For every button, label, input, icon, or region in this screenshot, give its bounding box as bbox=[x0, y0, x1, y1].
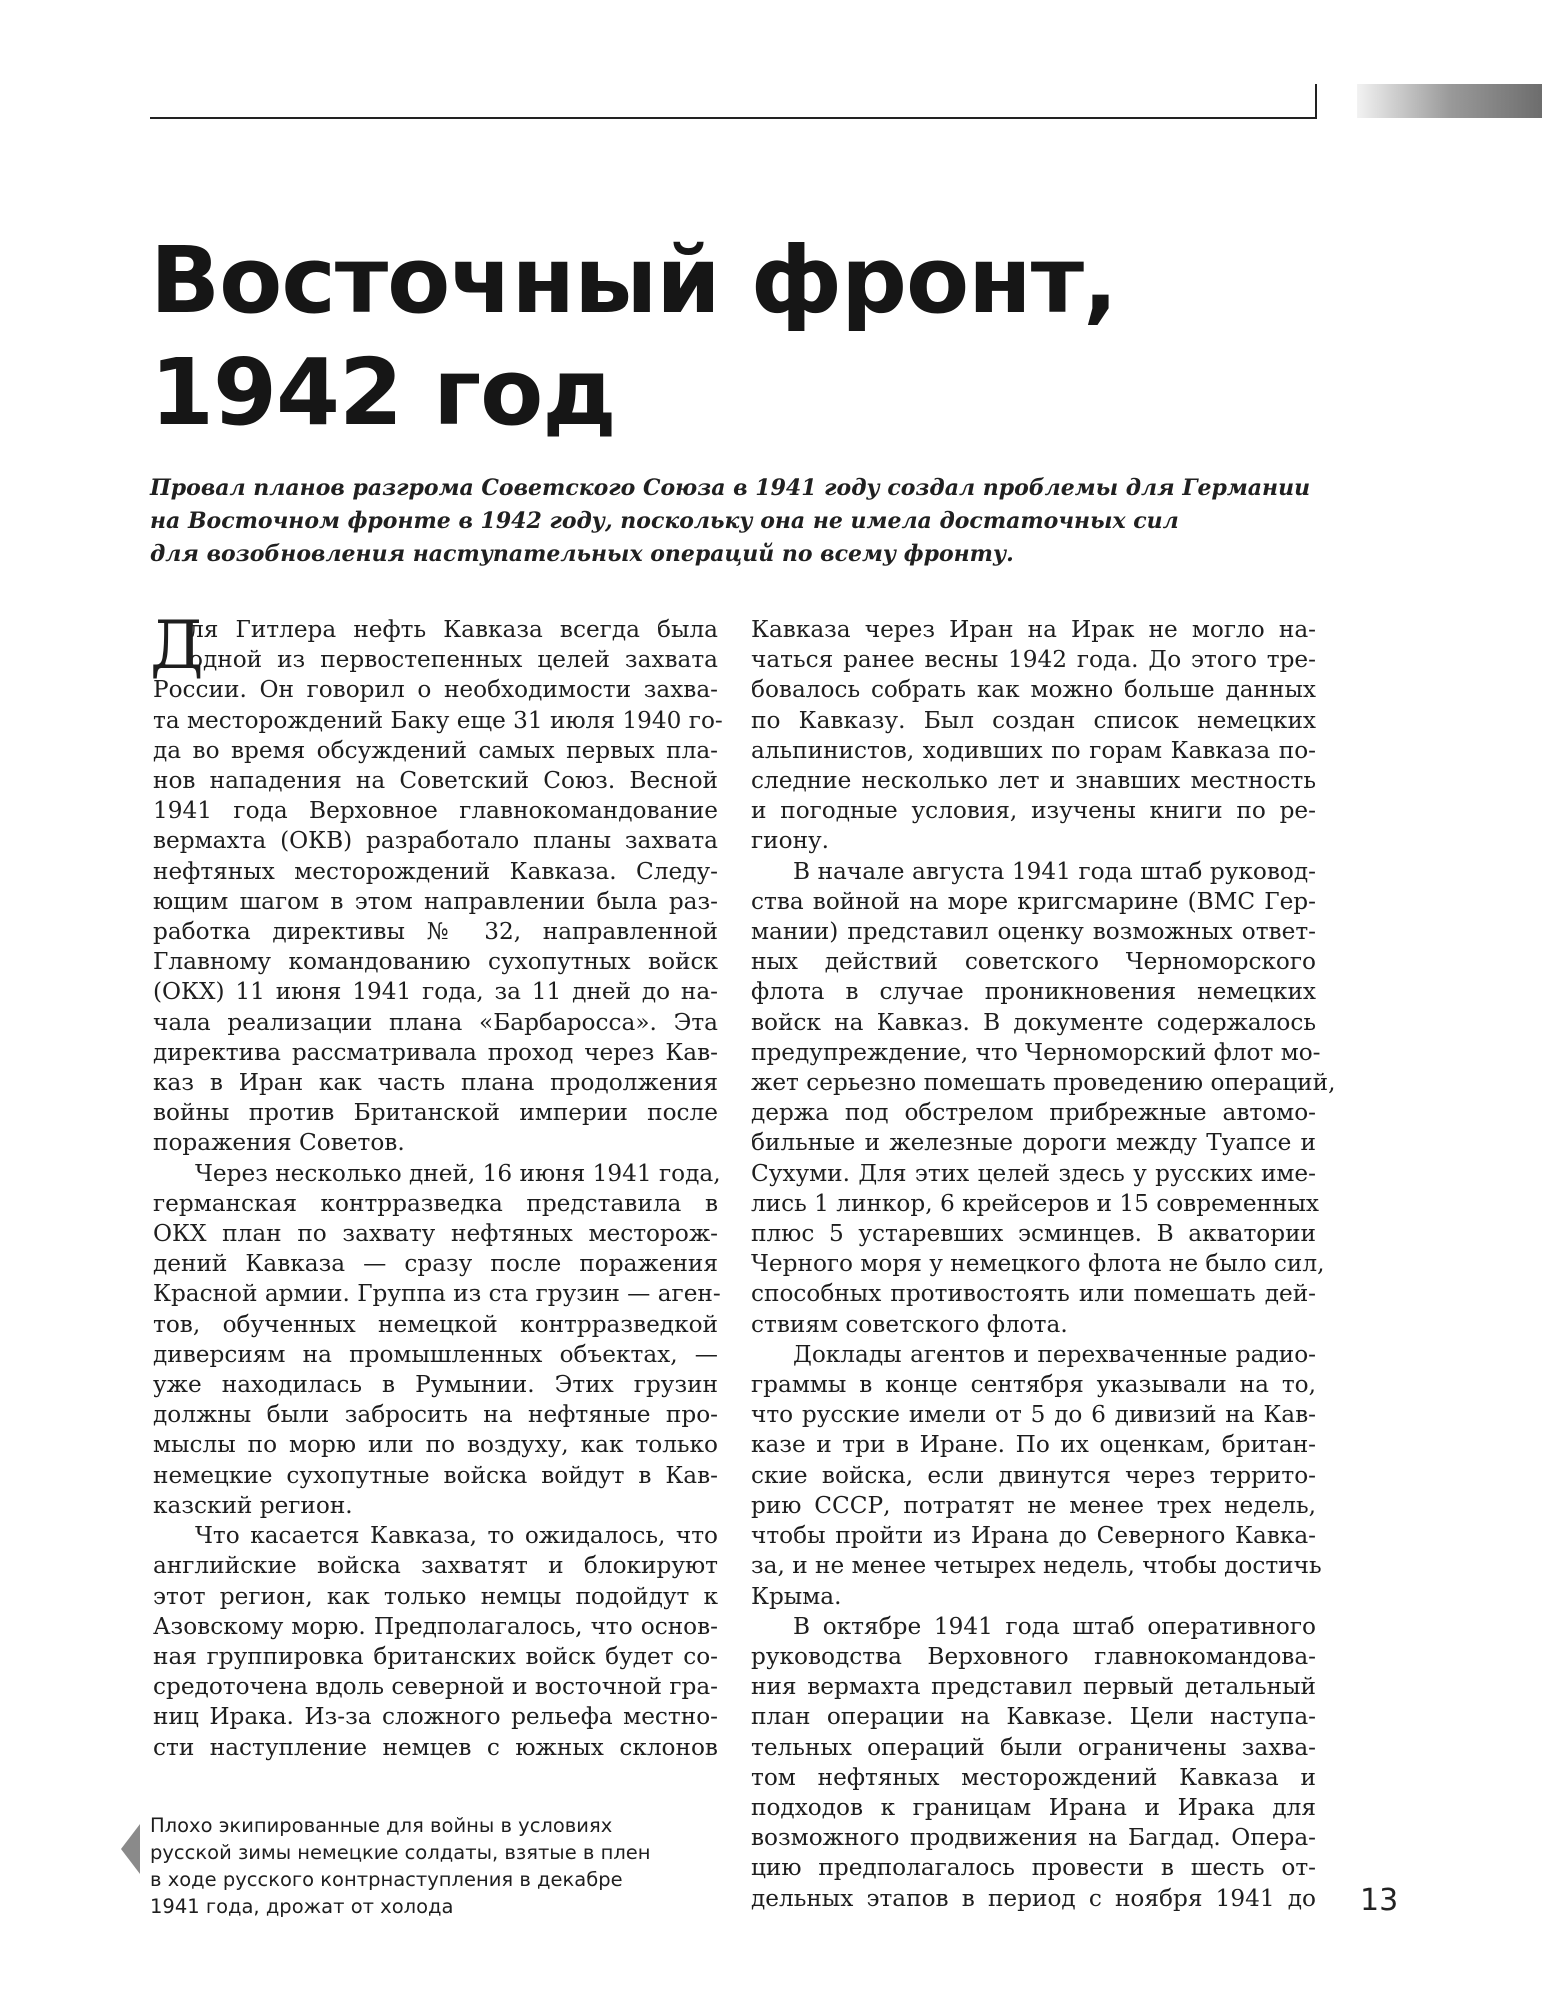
text-line: Главному командованию сухопутных войск bbox=[153, 948, 718, 976]
text-line: по Кавказу. Был создан список немецких bbox=[751, 706, 1316, 734]
text-line: сти наступление немцев с южных склонов bbox=[153, 1733, 718, 1761]
lead-paragraph bbox=[150, 472, 1350, 571]
text-line: В октябре 1941 года штаб оперативного bbox=[793, 1612, 1316, 1640]
text-line: чала реализации плана «Барбаросса». Эта bbox=[153, 1008, 718, 1036]
text-line: работка директивы № 32, направленной bbox=[153, 918, 718, 946]
text-line: ющим шагом в этом направлении была раз- bbox=[153, 887, 718, 915]
text-line: и погодные условия, изучены книги по ре- bbox=[751, 797, 1316, 825]
text-line: альпинистов, ходивших по горам Кавказа по- bbox=[751, 736, 1316, 764]
text-line: Красной армии. Группа из ста грузин — аген- bbox=[153, 1280, 721, 1308]
text-line: вермахта (ОКВ) разработало планы захвата bbox=[153, 827, 718, 855]
text-line: одной из первостепенных целей захвата bbox=[189, 646, 718, 674]
text-line: бовалось собрать как можно больше данных bbox=[751, 676, 1316, 704]
text-line: способных противостоять или помешать дей- bbox=[751, 1280, 1316, 1308]
caption-line: Плохо экипированные для войны в условиях bbox=[150, 1814, 613, 1837]
lead-line: для возобновления наступательных операций по всему фронту. bbox=[150, 541, 1014, 567]
text-line: подходов к границам Ирана и Ирака для bbox=[751, 1793, 1316, 1821]
text-line: России. Он говорил о необходимости захва- bbox=[153, 676, 718, 704]
text-line: чтобы пройти из Ирана до Северного Кавка- bbox=[751, 1522, 1316, 1550]
caption-pointer-icon bbox=[121, 1824, 140, 1874]
text-line: руководства Верховного главнокомандова- bbox=[751, 1642, 1316, 1670]
text-line: ниц Ирака. Из-за сложного рельефа местно- bbox=[153, 1703, 718, 1731]
caption-line: русской зимы немецкие солдаты, взятые в плен bbox=[150, 1841, 651, 1864]
text-line: 1941 года Верховное главнокомандование bbox=[153, 797, 718, 825]
text-line: держа под обстрелом прибрежные автомо- bbox=[751, 1099, 1316, 1127]
text-line: директива рассматривала проход через Кав- bbox=[153, 1038, 718, 1066]
text-line: Крыма. bbox=[751, 1582, 842, 1610]
text-line: мании) представил оценку возможных ответ- bbox=[751, 918, 1316, 946]
text-line: Азовскому морю. Предполагалось, что основ- bbox=[153, 1612, 718, 1640]
text-line: та месторождений Баку еще 31 июля 1940 го- bbox=[153, 706, 723, 734]
text-line: нов нападения на Советский Союз. Весной bbox=[153, 767, 718, 795]
text-line: флота в случае проникновения немецких bbox=[751, 978, 1316, 1006]
page-number: 13 bbox=[1360, 1883, 1399, 1918]
text-line: жет серьезно помешать проведению операций, bbox=[751, 1069, 1336, 1097]
text-line: бильные и железные дороги между Туапсе и bbox=[751, 1129, 1316, 1157]
text-line: казский регион. bbox=[153, 1491, 353, 1519]
drop-cap: Д bbox=[150, 607, 204, 684]
body-column-left bbox=[150, 607, 723, 1763]
text-line: Через несколько дней, 16 июня 1941 года, bbox=[195, 1159, 721, 1187]
text-line: германская контрразведка представила в bbox=[153, 1189, 718, 1217]
text-line: чаться ранее весны 1942 года. До этого тре- bbox=[751, 646, 1316, 674]
text-line: войны против Британской империи после bbox=[153, 1099, 718, 1127]
text-line: В начале августа 1941 года штаб руковод- bbox=[793, 857, 1316, 885]
caption-line: 1941 года, дрожат от холода bbox=[150, 1895, 454, 1918]
text-line: дений Кавказа — сразу после поражения bbox=[153, 1250, 718, 1278]
text-line: Черного моря у немецкого флота не было сил, bbox=[751, 1250, 1325, 1278]
text-line: плюс 5 устаревших эсминцев. В акватории bbox=[751, 1220, 1316, 1248]
text-line: войск на Кавказ. В документе содержалось bbox=[751, 1008, 1316, 1036]
text-line: возможного продвижения на Багдад. Опера- bbox=[751, 1824, 1316, 1852]
chapter-title-line: 1942 год bbox=[150, 339, 616, 446]
text-line: Кавказа через Иран на Ирак не могло на- bbox=[751, 616, 1316, 643]
text-line: каз в Иран как часть плана продолжения bbox=[153, 1069, 718, 1097]
text-line: лись 1 линкор, 6 крейсеров и 15 современных bbox=[751, 1189, 1320, 1217]
text-line: предупреждение, что Черноморский флот мо- bbox=[751, 1038, 1321, 1066]
text-line: Доклады агентов и перехваченные радио- bbox=[793, 1340, 1316, 1368]
text-line: рию СССР, потратят не менее трех недель, bbox=[751, 1491, 1316, 1519]
text-line: (ОКХ) 11 июня 1941 года, за 11 дней до на- bbox=[153, 978, 718, 1006]
text-line: английские войска захватят и блокируют bbox=[153, 1552, 718, 1580]
text-line: за, и не менее четырех недель, чтобы достичь bbox=[751, 1552, 1322, 1580]
text-line: да во время обсуждений самых первых пла- bbox=[153, 736, 718, 764]
text-line: ства войной на море кригсмарине (ВМС Гер- bbox=[751, 887, 1316, 915]
caption-line: в ходе русского контрнаступления в декабре bbox=[150, 1868, 623, 1891]
text-line: мыслы по морю или по воздуху, как только bbox=[153, 1431, 718, 1459]
chapter-title-line: Восточный фронт, bbox=[150, 227, 1117, 334]
text-line: казе и три в Иране. По их оценкам, британ- bbox=[751, 1431, 1316, 1459]
text-line: цию предполагалось провести в шесть от- bbox=[751, 1854, 1316, 1882]
text-line: ствиям советского флота. bbox=[751, 1310, 1068, 1338]
text-line: ния вермахта представил первый детальный bbox=[751, 1673, 1316, 1701]
text-line: ские войска, если двинутся через террито- bbox=[751, 1461, 1316, 1489]
text-line: должны были забросить на нефтяные про- bbox=[153, 1401, 718, 1429]
text-line: план операции на Кавказе. Цели наступа- bbox=[751, 1703, 1316, 1731]
text-line: граммы в конце сентября указывали на то, bbox=[751, 1371, 1316, 1399]
text-line: диверсиям на промышленных объектах, — bbox=[153, 1340, 718, 1368]
photo-caption bbox=[150, 1812, 690, 1920]
lead-line: на Восточном фронте в 1942 году, поскольку она не имела достаточных сил bbox=[150, 508, 1179, 534]
text-line: том нефтяных месторождений Кавказа и bbox=[751, 1763, 1316, 1791]
text-line: тельных операций были ограничены захва- bbox=[751, 1733, 1316, 1761]
text-line: нефтяных месторождений Кавказа. Следу- bbox=[153, 857, 718, 885]
header-gradient-tab bbox=[1357, 84, 1542, 118]
text-line: Что касается Кавказа, то ожидалось, что bbox=[195, 1522, 718, 1550]
text-line: немецкие сухопутные войска войдут в Кав- bbox=[153, 1461, 718, 1489]
chapter-title bbox=[150, 225, 1150, 449]
text-line: гиону. bbox=[751, 827, 830, 855]
header-rule bbox=[150, 117, 1317, 119]
text-line: Сухуми. Для этих целей здесь у русских име- bbox=[751, 1159, 1316, 1187]
header-rule-tick bbox=[1315, 84, 1317, 118]
lead-line: Провал планов разгрома Советского Союза в 1941 году создал проблемы для Германии bbox=[150, 475, 1311, 501]
text-line: тов, обученных немецкой контрразведкой bbox=[153, 1310, 718, 1338]
text-line: ных действий советского Черноморского bbox=[751, 948, 1316, 976]
text-line: ля Гитлера нефть Кавказа всегда была bbox=[189, 616, 718, 643]
text-line: ная группировка британских войск будет со- bbox=[153, 1642, 718, 1670]
text-line: что русские имели от 5 до 6 дивизий на Кав- bbox=[751, 1401, 1316, 1429]
text-line: ОКХ план по захвату нефтяных месторож- bbox=[153, 1220, 718, 1248]
body-column-right bbox=[751, 615, 1336, 1914]
text-line: следние несколько лет и знавших местность bbox=[751, 767, 1316, 795]
text-line: этот регион, как только немцы подойдут к bbox=[153, 1582, 718, 1610]
text-line: средоточена вдоль северной и восточной гра- bbox=[153, 1673, 718, 1701]
text-line: уже находилась в Румынии. Этих грузин bbox=[153, 1371, 718, 1399]
text-line: поражения Советов. bbox=[153, 1129, 405, 1157]
text-line: дельных этапов в период с ноября 1941 до bbox=[751, 1884, 1316, 1912]
